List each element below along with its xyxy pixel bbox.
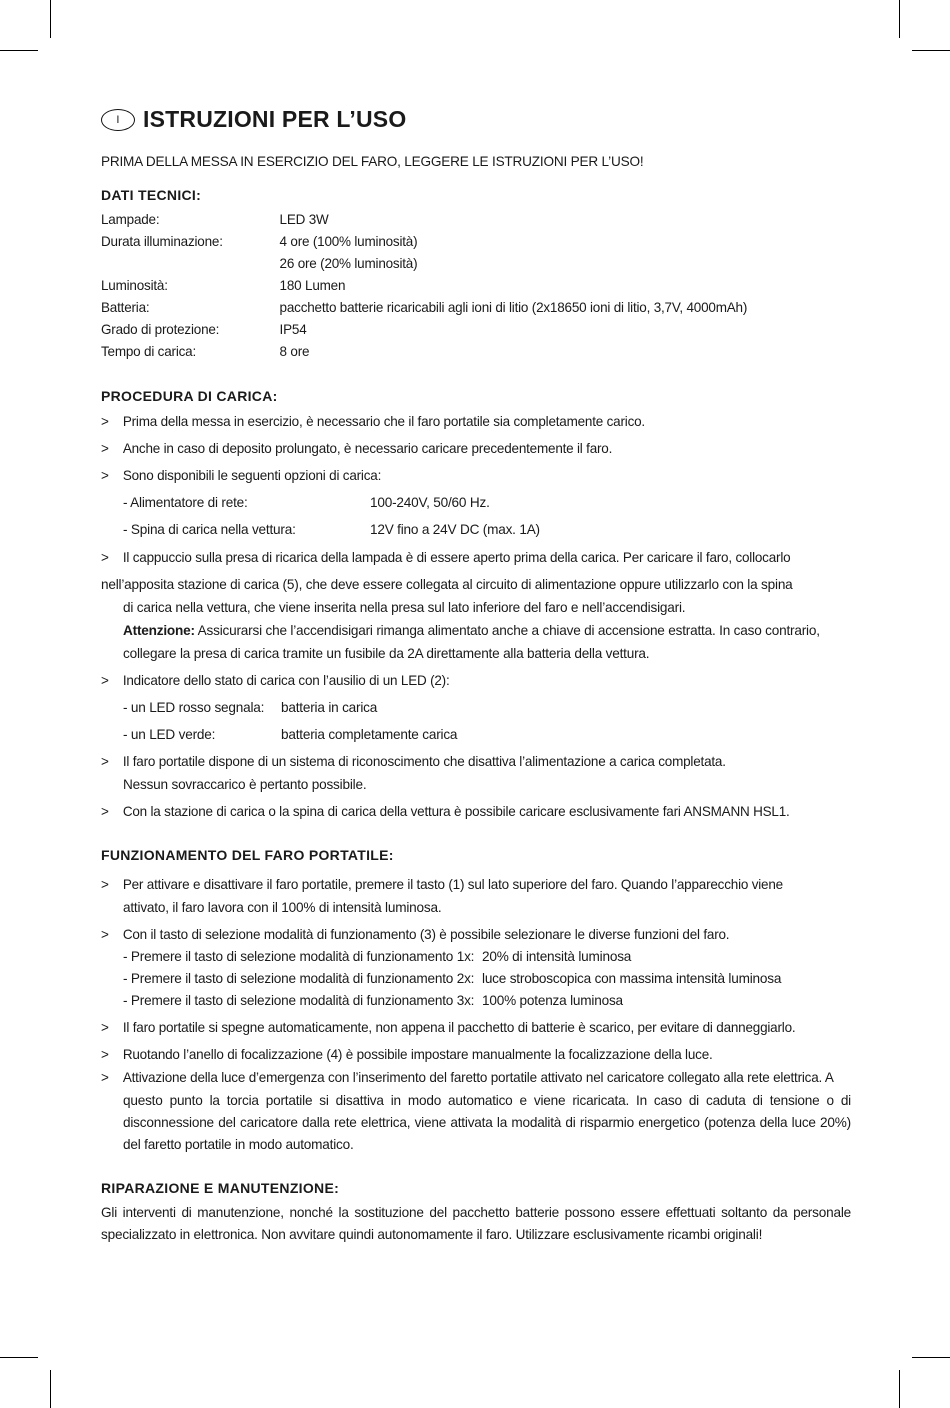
crop-mark bbox=[912, 50, 950, 51]
spec-row: Durata illuminazione: 4 ore (100% luminosità) bbox=[101, 234, 418, 249]
text-line: questo punto la torcia portatile si disattiva in modo automatico e viene ricaricata. In caso di caduta di tensione o di bbox=[123, 1093, 851, 1108]
text-line: disconnessione del caricatore dalla rete elettrica, viene attivata la modalità di risparmio energetico (potenza della luce 20%) bbox=[123, 1115, 851, 1130]
charge-option: - Alimentatore di rete: 100-240V, 50/60 Hz. bbox=[123, 495, 490, 510]
attention-note: Attenzione: Assicurarsi che l’accendisigari rimanga alimentato anche a chiave di accensione estratta. In caso contrario, bbox=[123, 623, 820, 638]
repair-text-line: specializzato in elettronica. Non avvitare quindi autonomamente il faro. Utilizzare esclusivamente ricambi originali! bbox=[101, 1227, 763, 1242]
crop-mark bbox=[899, 0, 900, 38]
crop-mark bbox=[0, 50, 38, 51]
led-state: - un LED verde: batteria completamente carica bbox=[123, 727, 458, 742]
crop-mark bbox=[0, 1357, 38, 1358]
spec-row: Luminosità: 180 Lumen bbox=[101, 278, 346, 293]
intro-warning: PRIMA DELLA MESSA IN ESERCIZIO DEL FARO, LEGGERE LE ISTRUZIONI PER L’USO! bbox=[101, 154, 644, 169]
crop-mark bbox=[899, 1370, 900, 1408]
tech-heading: DATI TECNICI: bbox=[101, 187, 202, 203]
charge-option: - Spina di carica nella vettura: 12V fino a 24V DC (max. 1A) bbox=[123, 522, 540, 537]
spec-row: 26 ore (20% luminosità) bbox=[279, 256, 418, 271]
charging-heading: PROCEDURA DI CARICA: bbox=[101, 388, 278, 404]
text-line: Nessun sovraccarico è pertanto possibile. bbox=[123, 777, 367, 792]
mode-line: - Premere il tasto di selezione modalità di funzionamento 1x: 20% di intensità luminosa bbox=[123, 949, 632, 964]
repair-heading: RIPARAZIONE E MANUTENZIONE: bbox=[101, 1180, 340, 1196]
language-badge: I bbox=[101, 109, 135, 131]
operation-heading: FUNZIONAMENTO DEL FARO PORTATILE: bbox=[101, 847, 394, 863]
crop-mark bbox=[912, 1357, 950, 1358]
mode-line: - Premere il tasto di selezione modalità di funzionamento 3x: 100% potenza luminosa bbox=[123, 993, 623, 1008]
crop-mark bbox=[50, 0, 51, 38]
led-state: - un LED rosso segnala: batteria in carica bbox=[123, 700, 378, 715]
text-line: attivato, il faro lavora con il 100% di intensità luminosa. bbox=[123, 900, 442, 915]
spec-row: Lampade: LED 3W bbox=[101, 212, 329, 227]
mode-line: - Premere il tasto di selezione modalità di funzionamento 2x: luce stroboscopica con massima intensità luminosa bbox=[123, 971, 782, 986]
crop-mark bbox=[50, 1370, 51, 1408]
tech-specs bbox=[101, 209, 855, 363]
spec-row: Batteria: pacchetto batterie ricaricabili agli ioni di litio (2x18650 ioni di litio, 3,7V, 4000mAh) bbox=[101, 300, 748, 315]
text-line: collegare la presa di carica tramite un fusibile da 2A direttamente alla batteria della vettura. bbox=[123, 646, 650, 661]
spec-row: Tempo di carica: 8 ore bbox=[101, 344, 310, 359]
text-line: del faretto portatile in modo automatico. bbox=[123, 1137, 354, 1152]
spec-row: Grado di protezione: IP54 bbox=[101, 322, 307, 337]
title-text: ISTRUZIONI PER L’USO bbox=[143, 106, 407, 132]
repair-text-line: Gli interventi di manutenzione, nonché la sostituzione del pacchetto batterie possono essere effettuati soltanto da personale bbox=[101, 1205, 851, 1220]
page-title bbox=[101, 106, 406, 133]
text-line: di carica nella vettura, che viene inserita nella presa sul lato inferiore del faro e nell’accendisigari. bbox=[123, 600, 686, 615]
text-line: nell’apposita stazione di carica (5), che deve essere collegata al circuito di alimentazione oppure utilizzarlo con la spina bbox=[101, 577, 793, 592]
